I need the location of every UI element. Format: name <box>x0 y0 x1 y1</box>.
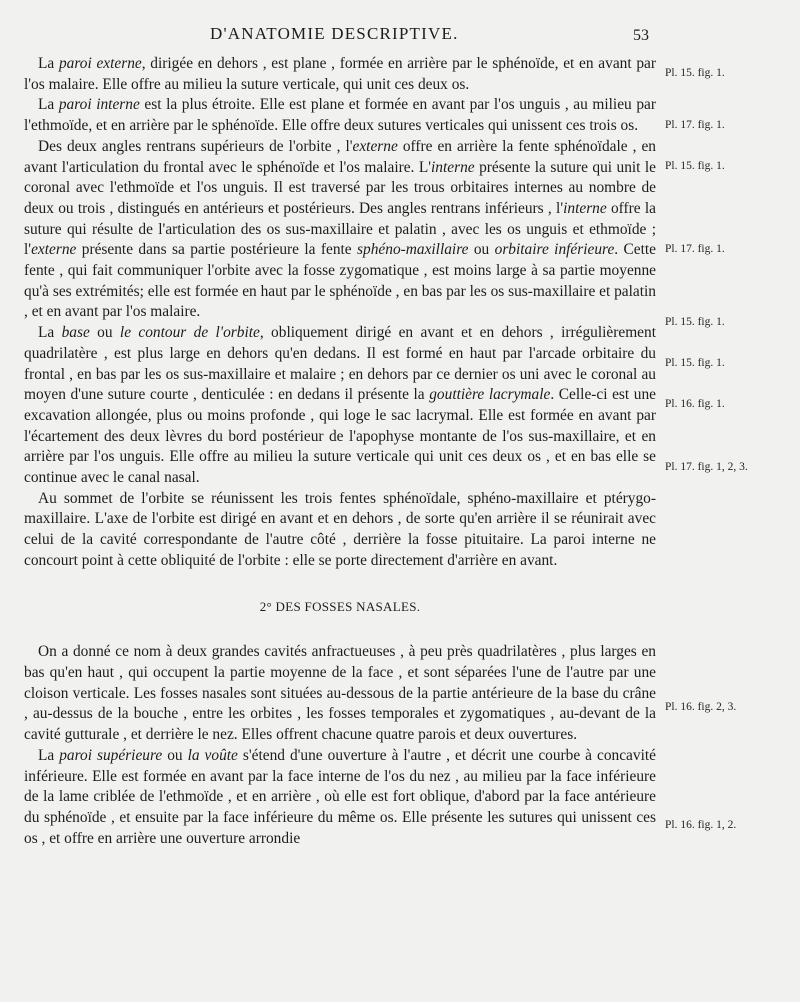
italic-term: base <box>61 324 90 342</box>
italic-term: externe <box>352 137 398 155</box>
text-run: offre la suture qui résulte de l'articulation des os sus-maxillaire et palatin , avec les os unguis et ethmoïde ; l' <box>24 199 656 259</box>
margin-note: Pl. 15. fig. 1. <box>665 316 725 328</box>
margin-note: Pl. 17. fig. 1. <box>665 119 725 131</box>
margin-note: Pl. 17. fig. 1, 2, 3. <box>665 461 748 473</box>
italic-term: interne <box>431 158 475 176</box>
italic-term: orbitaire inférieure <box>494 241 615 259</box>
italic-term: paroi interne <box>58 96 140 114</box>
text-run: La <box>38 96 59 114</box>
italic-term: gouttière lacrymale <box>429 386 551 404</box>
italic-term: le contour de l'orbite <box>119 324 260 342</box>
text-run: est la plus étroite. Elle est plane et formée en avant par l'os unguis , au milieu par l'ethmoïde, et en arrière par le sphénoïde. Elle offre deux sutures verticales qui unissent ces trois os. <box>24 96 656 135</box>
paragraph-paroi-superieure <box>24 746 656 850</box>
paragraph-fosses-nasales <box>24 642 656 746</box>
text-run: . Cette fente , qui fait communiquer l'orbite avec la fosse zygomatique , est moins large à sa partie moyenne qu'à ses extrémités; elle est formée en haut par le sphénoïde , en bas par les os sus-maxillaire et palatin , et en avant par l'os malaire. <box>24 241 657 321</box>
margin-note: Pl. 17. fig. 1. <box>665 243 725 255</box>
text-run: , dirigée en dehors , est plane , formée en arrière par le sphénoïde, et en avant par l'os malaire. Elle offre au milieu la suture verticale, qui unit ces deux os. <box>24 55 656 93</box>
text-run: s'étend d'une ouverture à l'autre , et décrit une courbe à concavité inférieure. Elle est formée en avant par la face interne de l'os du nez , au milieu par la face inférieure de la lame criblée de l'ethmoïde , et en arrière , où elle est fort oblique, d'abord par la face antérieure du sphénoïde , et ensuite par la face inférieure du même os. Elle présente les sutures qui unissent ces os , et offre en arrière une ouverture arrondie <box>24 746 656 847</box>
paragraph-base-orbite <box>24 323 656 489</box>
text-run: , obliquement dirigé en avant et en dehors , irrégulièrement quadrilatère , est plus large en dehors qu'en dedans. Il est formé en haut par l'arcade orbitaire du frontal , en bas par les os sus-maxillaire et malaire ; en dehors par ce dernier os uni avec le coronal au moyen d'une suture courte , denticulée : en dedans il présente la <box>24 324 656 404</box>
main-text <box>24 54 656 849</box>
text-run: offre en arrière la fente sphénoïdale , en avant l'articulation du frontal avec le sphénoïde et l'os malaire. L' <box>24 137 656 176</box>
text-run: Au sommet de l'orbite se réunissent les trois fentes sphénoïdale, sphéno-maxillaire et ptérygo-maxillaire. L'axe de l'orbite est dirigé en avant et en dehors , de sorte qu'en arrière il se réunirait avec celui de la cavité correspondante de l'autre côté , derrière la fosse pituitaire. La paroi interne ne concourt point à cette obliquité de l'orbite : elle se porte directement d'arrière en avant. <box>24 489 656 569</box>
section-heading: 2° DES FOSSES NASALES. <box>259 598 421 614</box>
italic-term: paroi externe <box>58 55 142 72</box>
paragraph-angles-rentrans <box>24 137 656 323</box>
text-run: ou <box>89 324 120 342</box>
text-run: ou <box>162 746 188 764</box>
text-run: ou <box>468 241 495 259</box>
text-run: On a donné ce nom à deux grandes cavités anfractueuses , à peu près quadrilatères , plus larges en bas qu'en haut , qui occupent la partie moyenne de la face , et sont séparées l'une de l'autre par une cloison verticale. Les fosses nasales sont situées au-dessous de la partie antérieure de la base du crâne , au-dessus de la bouche , entre les orbites , les fosses temporales et zygomatiques , au-devant de la cavité gutturale , et derrière le nez. Elles offrent chacune quatre parois et deux ouvertures. <box>24 643 656 744</box>
margin-note: Pl. 15. fig. 1. <box>665 67 725 79</box>
text-run: La <box>38 55 59 72</box>
text-run: Des deux angles rentrans supérieurs de l'orbite , l' <box>38 137 353 155</box>
margin-note: Pl. 16. fig. 1, 2. <box>665 819 737 831</box>
paragraph-sommet-orbite <box>24 489 656 572</box>
paragraph-paroi-externe <box>24 54 656 95</box>
italic-term: interne <box>563 199 607 217</box>
italic-term: la voûte <box>187 746 238 764</box>
margin-note: Pl. 15. fig. 1. <box>665 160 725 172</box>
text-run: . Celle-ci est une excavation allongée, plus ou moins profonde , qui loge le sac lacrymal. Elle est formée en avant par l'écartement des deux lèvres du bord postérieur de l'apophyse montante de l'os sus-maxillaire, et en arrière par l'os unguis. Elle offre au milieu la suture verticale qui unit ces deux os , et en bas elle se continue avec le canal nasal. <box>24 386 656 487</box>
text-run: La <box>38 746 60 764</box>
margin-note: Pl. 16. fig. 2, 3. <box>665 701 737 713</box>
paragraph-paroi-interne <box>24 95 656 136</box>
italic-term: paroi supérieure <box>59 746 163 764</box>
margin-note: Pl. 16. fig. 1. <box>665 398 725 410</box>
page-number: 53 <box>633 27 649 44</box>
text-run: La <box>38 324 62 342</box>
text-run: présente la suture qui unit le coronal avec l'ethmoïde et l'os unguis. Il est traversé par les trous orbitaires internes au nombre de deux ou trois , distingués en antérieurs et postérieurs. Des angles rentrans inférieurs , l' <box>24 158 656 217</box>
italic-term: externe <box>31 241 77 259</box>
text-run: présente dans sa partie postérieure la fente <box>76 241 358 259</box>
running-head: D'ANATOMIE DESCRIPTIVE. <box>210 24 459 43</box>
italic-term: sphéno-maxillaire <box>357 241 469 259</box>
margin-note: Pl. 15. fig. 1. <box>665 357 725 369</box>
